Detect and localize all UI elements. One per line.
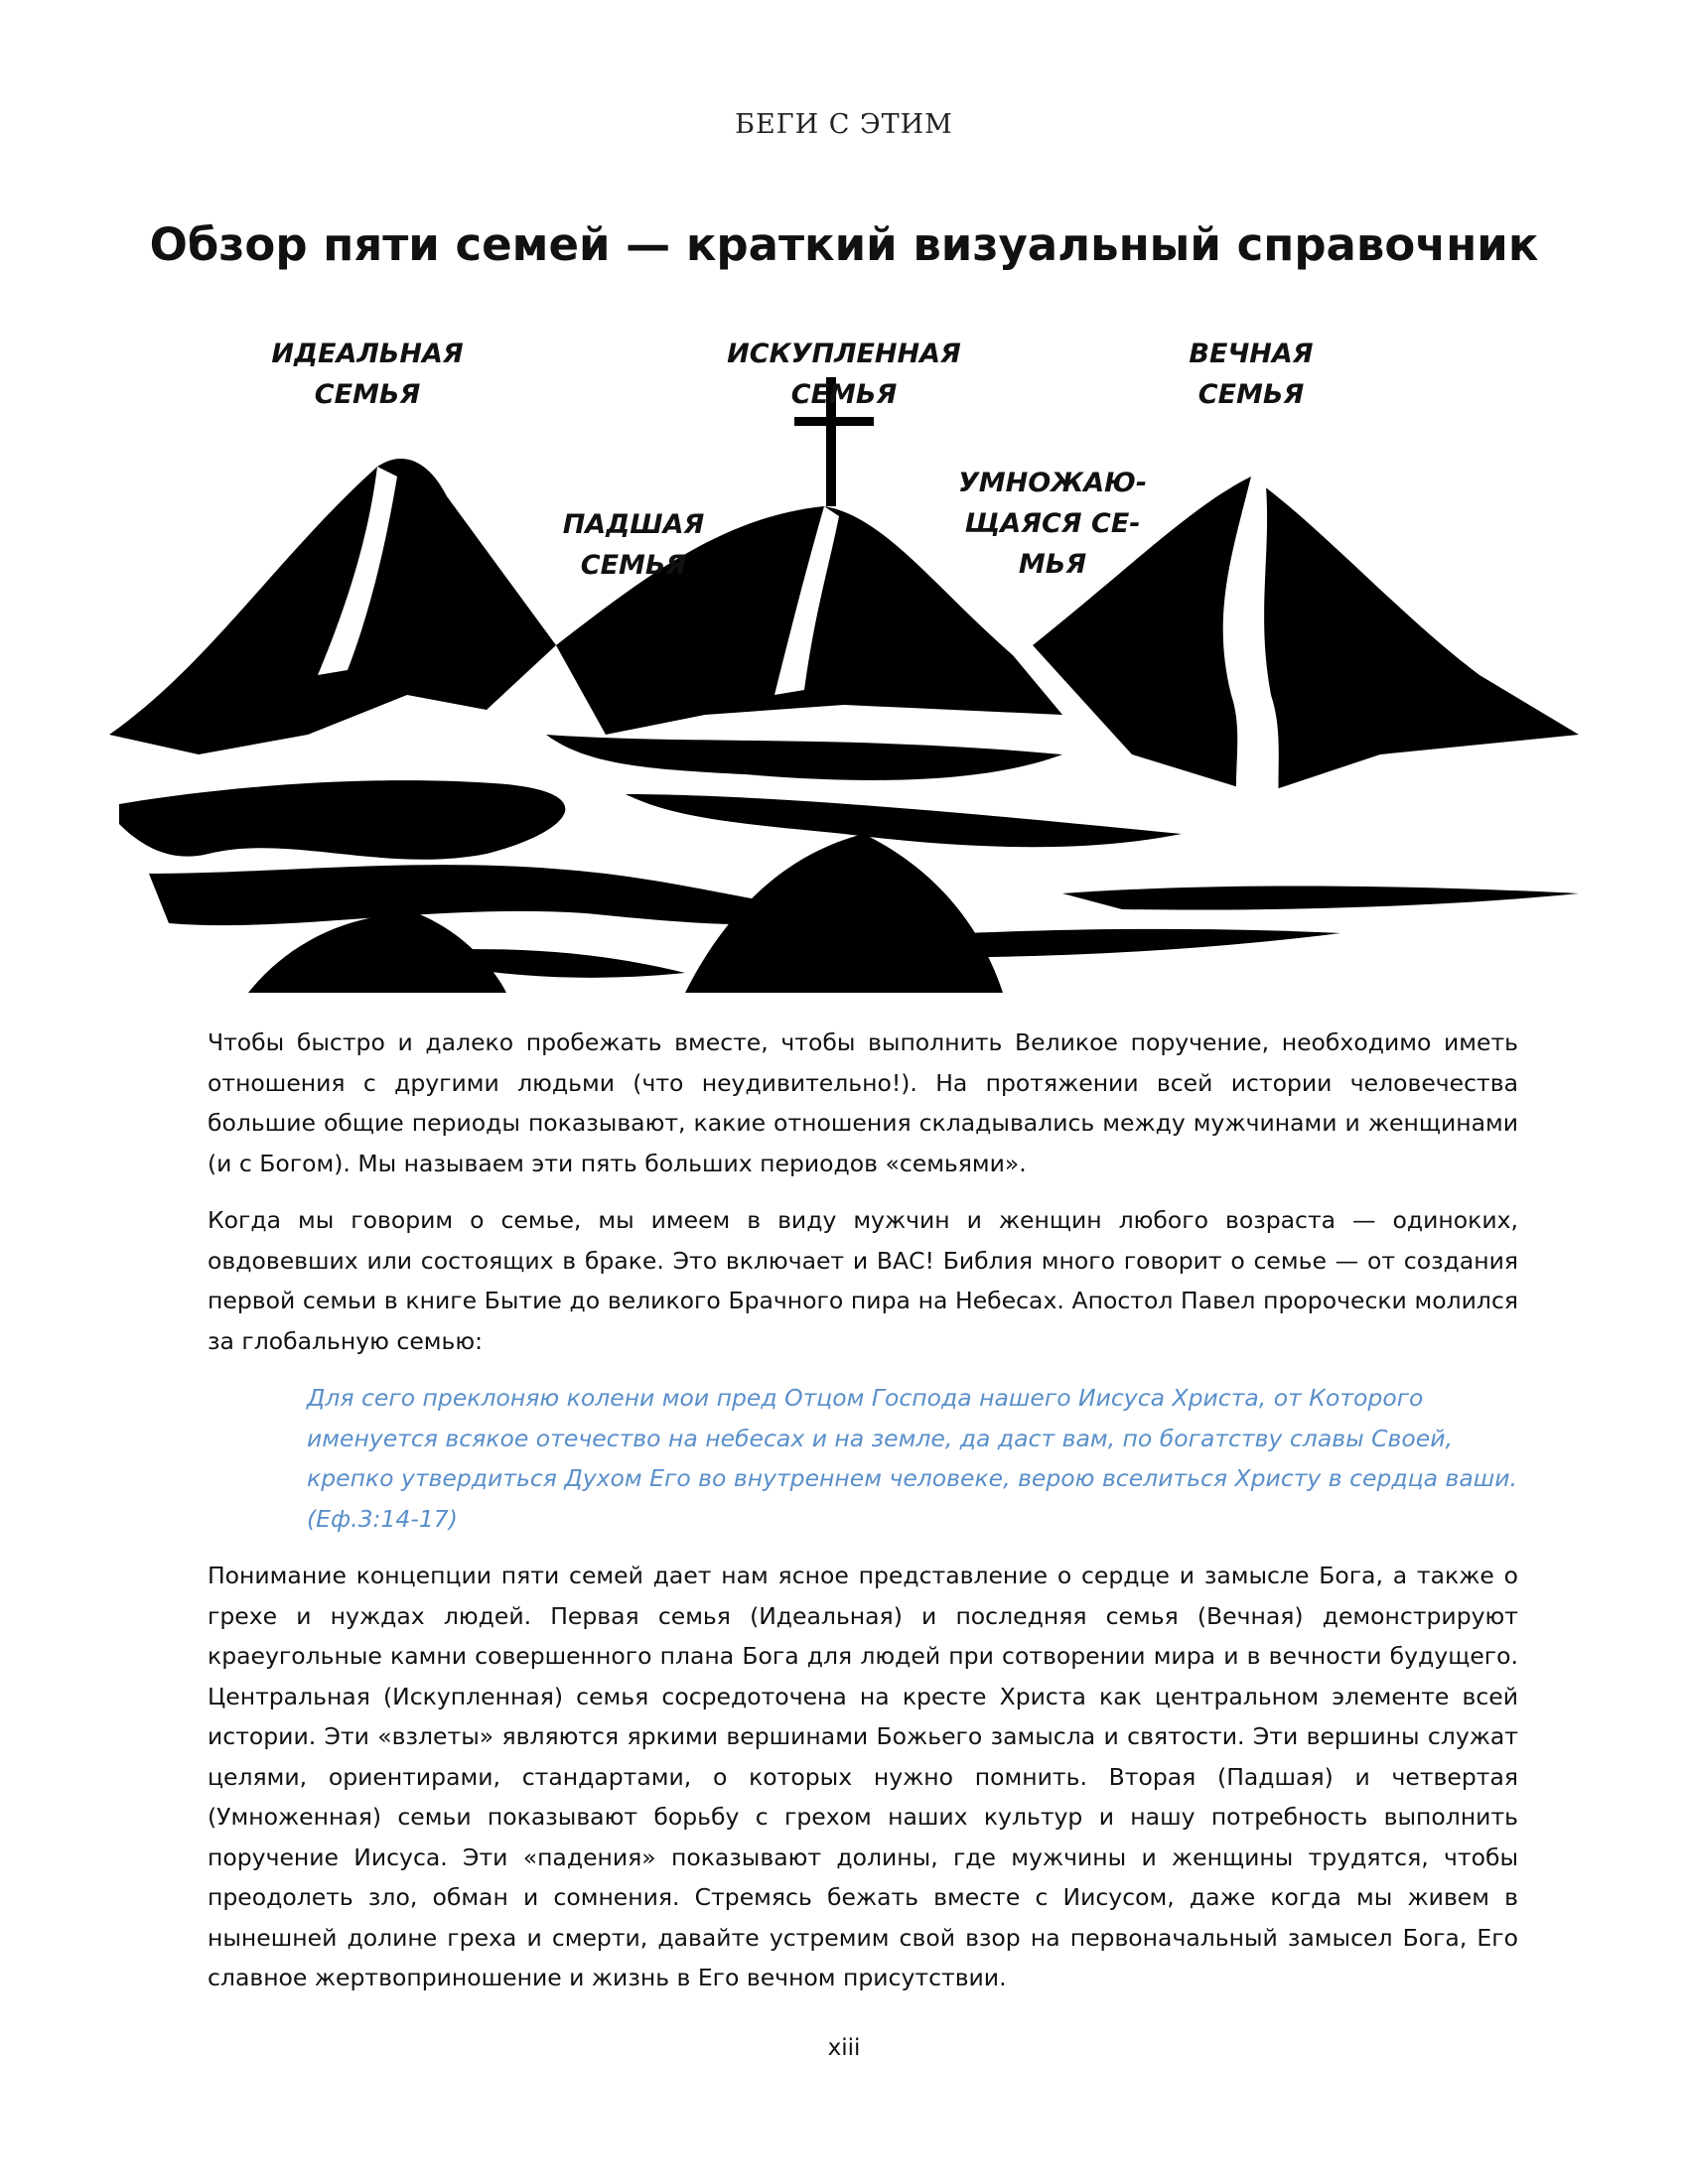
label-eternal-family: ВЕЧНАЯ СЕМЬЯ xyxy=(1189,339,1314,410)
paragraph-2: Когда мы говорим о семье, мы имеем в виду мужчин и женщин любого возраста — одиноких, овдовевших или состоящих в браке. Это включает и ВАС! Библия много говорит о семье — от создания первой семьи в книге Бытие до великого Брачного пира на Небесах. Апостол Павел пророчески молился за глобальную семью: xyxy=(208,1206,1518,1355)
body-text xyxy=(208,1023,1518,2015)
paragraph-3: Понимание концепции пяти семей дает нам ясное представление о сердце и замысле Бога, а также о грехе и нуждах людей. Первая семья (Идеальная) и последняя семья (Вечная) демонстрируют краеугольные камни совершенного плана Бога для людей при сотворении мира и в вечности будущего. Центральная (Искупленная) семья сосредоточена на кресте Христа как центральном элементе всей истории. Эти «взлеты» являются яркими вершинами Божьего замысла и святости. Эти вершины служат целями, ориентирами, стандартами, о которых нужно помнить. Вторая (Падшая) и четвертая (Умноженная) семьи показывают борьбу с грехом наших культур и нашу потребность выполнить поручение Иисуса. Эти «падения» показывают долины, где мужчины и женщины трудятся, чтобы преодолеть зло, обман и сомнения. Стремясь бежать вместе с Иисусом, даже когда мы живем в нынешней долине греха и смерти, давайте устремим свой взор на первоначальный замысел Бога, Его славное жертвоприношение и жизнь в Его вечном присутствии. xyxy=(208,1562,1518,1991)
paragraph-1: Чтобы быстро и далеко пробежать вместе, чтобы выполнить Великое поручение, необходимо иметь отношения с другими людьми (что неудивительно!). На протяжении всей истории человечества большие общие периоды показывают, какие отношения складывались между мужчинами и женщинами (и с Богом). Мы называем эти пять больших периодов «семьями». xyxy=(208,1028,1518,1177)
five-families-mountains-illustration xyxy=(89,318,1599,993)
page-number: xiii xyxy=(827,2035,861,2061)
label-multiplying-family: УМНОЖАЮ- ЩАЯСЯ СЕ- МЬЯ xyxy=(957,468,1148,580)
label-fallen-family: ПАДШАЯ СЕМЬЯ xyxy=(562,509,705,581)
label-ideal-family: ИДЕАЛЬНАЯ СЕМЬЯ xyxy=(271,339,464,410)
running-header: БЕГИ С ЭТИМ xyxy=(735,109,953,140)
scripture-quote: Для сего преклоняю колени мои пред Отцом Господа нашего Иисуса Христа, от Которого именуется всякое отечество на небесах и на земле, да даст вам, по богатству славы Своей, крепко утвердиться Духом Его во внутреннем человеке, верою вселиться Христу в сердца ваши. (Еф.3:14-17) xyxy=(307,1384,1518,1533)
page-title: Обзор пяти семей — краткий визуальный справочник xyxy=(149,218,1539,271)
label-redeemed-family: ИСКУПЛЕННАЯ СЕМЬЯ xyxy=(727,339,961,410)
